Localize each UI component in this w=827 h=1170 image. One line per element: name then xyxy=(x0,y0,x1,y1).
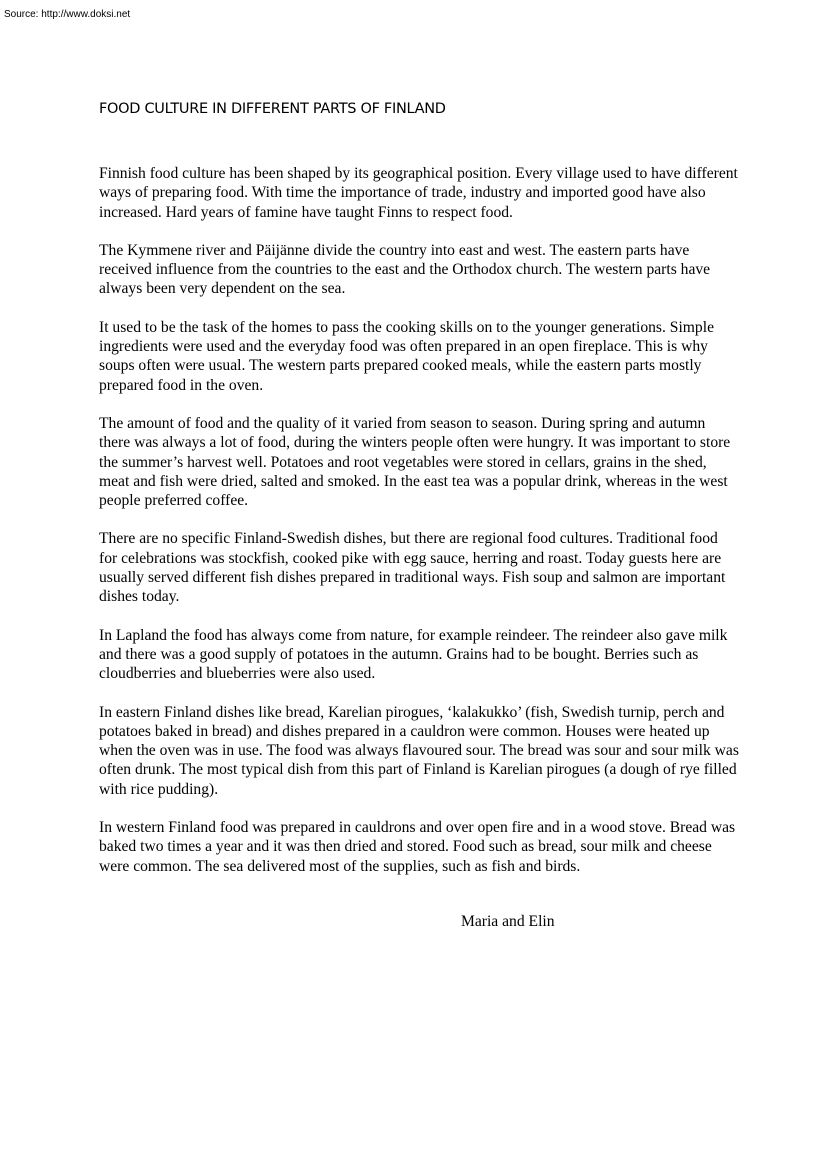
paragraph-intro: Finnish food culture has been shaped by its geographical position. Every village used to have different ways of preparing food. With time the importance of trade, industry and imported good have also increased. Hard years of famine have taught Finns to respect food. xyxy=(99,165,738,221)
paragraph-cooking-skills: It used to be the task of the homes to pass the cooking skills on to the younger generations. Simple ingredients were used and the everyday food was often prepared in an open fireplace. This is why soups often were usual. The western parts prepared cooked meals, while the eastern parts mostly prepared food in the oven. xyxy=(99,318,714,394)
paragraph-western-finland: In western Finland food was prepared in cauldrons and over open fire and in a wood stove. Bread was baked two times a year and it was then dried and stored. Food such as bread, sour milk and cheese were common. The sea delivered most of the supplies, such as fish and birds. xyxy=(99,819,736,875)
paragraph-lapland: In Lapland the food has always come from nature, for example reindeer. The reindeer also gave milk and there was a good supply of potatoes in the autumn. Grains had to be bought. Berries such as cloudberries and blueberries were also used. xyxy=(99,626,728,683)
document-body xyxy=(99,164,739,895)
source-url: Source: http://www.doksi.net xyxy=(4,9,131,20)
paragraph-east-west: The Kymmene river and Päijänne divide the country into east and west. The eastern parts have received influence from the countries to the east and the Orthodox church. The western parts have always been very dependent on the sea. xyxy=(99,241,711,298)
page-title: FOOD CULTURE IN DIFFERENT PARTS OF FINLAND xyxy=(99,101,446,117)
author-signature: Maria and Elin xyxy=(461,913,555,930)
paragraph-finland-swedish: There are no specific Finland-Swedish dishes, but there are regional food cultures. Traditional food for celebrations was stockfish, cooked pike with egg sauce, herring and roast. Today guests here are usually served different fish dishes prepared in traditional ways. Fish soup and salmon are important dishes today. xyxy=(99,530,726,606)
paragraph-seasons: The amount of food and the quality of it varied from season to season. During spring and autumn there was always a lot of food, during the winters people often were hungry. It was important to store the summer’s harvest well. Potatoes and root vegetables were stored in cellars, grains in the shed, meat and fish were dried, salted and smoked. In the east tea was a popular drink, whereas in the west people preferred coffee. xyxy=(99,414,731,510)
paragraph-eastern-finland: In eastern Finland dishes like bread, Karelian pirogues, ‘kalakukko’ (fish, Swedish turnip, perch and potatoes baked in bread) and dishes prepared in a cauldron were common. Houses were heated up when the oven was in use. The food was always flavoured sour. The bread was sour and sour milk was often drunk. The most typical dish from this part of Finland is Karelian pirogues (a dough of rye filled with rice pudding). xyxy=(99,703,739,798)
